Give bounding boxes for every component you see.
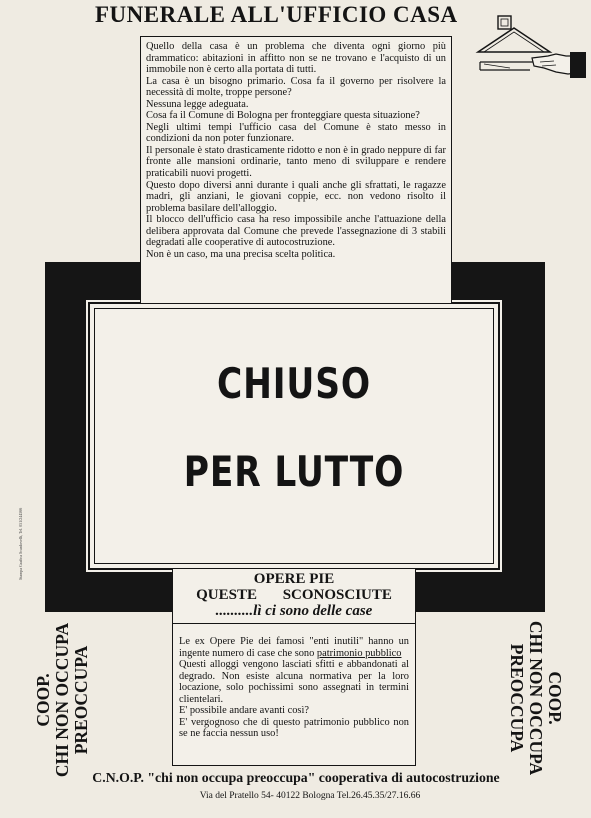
opere-line3: ..........lì ci sono delle case [215,603,373,619]
opere-paragraph: Questi alloggi vengono lasciati sfitti e abbandonati al degrado. Non esiste alcuna normativa per la loro locazione, solo pochissimi sono assegnati in termini clientelari. [179,659,409,705]
top-paragraph: Il blocco dell'ufficio casa ha reso impossibile anche l'attuazione della delibera approvata dal Comune che prevede l'assegnazione di 3 stabili degradati alle cooperative di autocostruzione. [146,214,446,249]
address: Via del Pratello 54- 40122 Bologna Tel.26.45.35/27.16.66 [199,791,421,801]
closed-line1: CHIUSO [217,359,371,408]
divider [173,623,415,624]
top-paragraph: Non è un caso, ma una precisa scelta politica. [146,248,336,260]
side-line3: PREOCCUPA [71,645,91,755]
side-line2: CHI NON OCCUPA [52,622,72,778]
closed-text [125,360,463,496]
opere-line2: QUESTE SCONOSCIUTE [196,587,392,603]
top-paragraph: Negli ultimi tempi l'ufficio casa del Comune è stato messo in condizioni da non poter funzionare. [146,121,446,145]
opere-paragraph: E' possibile andare avanti così? [179,705,309,716]
top-paragraph: Questo dopo diversi anni durante i quali anche gli sfrattati, le ragazze madri, gli anziani, le giovani coppie, ecc. non vedono risolto il problema basilare dell'alloggio. [146,179,446,214]
opere-text [179,636,409,740]
opere-title [179,571,409,603]
closed-line2: PER LUTTO [183,447,405,496]
top-paragraph: Il personale è stato drasticamente ridotto e non è in grado neppure di far fronte alle mansioni ordinarie, tanto meno di sviluppare e rendere praticabili nuovi progetti. [146,144,446,180]
top-paragraph: La casa è un bisogno primario. Cosa fa il governo per risolvere la necessità di molte, troppe persone? [146,75,446,99]
side-line1: COOP. [33,673,53,727]
side-slogan-left [34,620,116,780]
headline: FUNERALE ALL'UFFICIO CASA [95,2,458,27]
opere-paragraph: E' vergognoso che di questo patrimonio pubblico non se ne faccia nessun uso! [179,716,409,739]
opere-p1-underlined: patrimonio pubblico [316,647,402,659]
opere-line1: OPERE PIE [253,571,335,587]
top-paragraph: Nessuna legge adeguata. [146,98,249,110]
opere-pie-box [172,568,416,766]
cooperative-name: C.N.O.P. "chi non occupa preoccupa" cooperativa di autocostruzione [92,770,500,785]
top-paragraph: Quello della casa è un problema che diventa ogni giorno più drammatico: abitazioni in affitto non se ne trovano e l'acquisto di un immobile non è certo alla portata di tutti. [146,41,446,76]
side-line1: COOP. [545,671,565,725]
top-paragraph: Cosa fa il Comune di Bologna per fronteggiare questa situazione? [146,110,420,122]
house-hand-icon [470,14,586,94]
side-line2: CHI NON OCCUPA [526,620,546,776]
top-text-box [140,36,452,304]
opere-p1-text: Le ex Opere Pie dei famosi "enti inutili" hanno un ingente numero di case che sono [179,636,409,659]
printer-credit: Stampa Grafica Scardovelli, Tel. 051/244566 [18,507,23,580]
opere-paragraph [179,636,409,659]
side-line3: PREOCCUPA [507,643,527,753]
side-slogan-right [482,618,564,778]
